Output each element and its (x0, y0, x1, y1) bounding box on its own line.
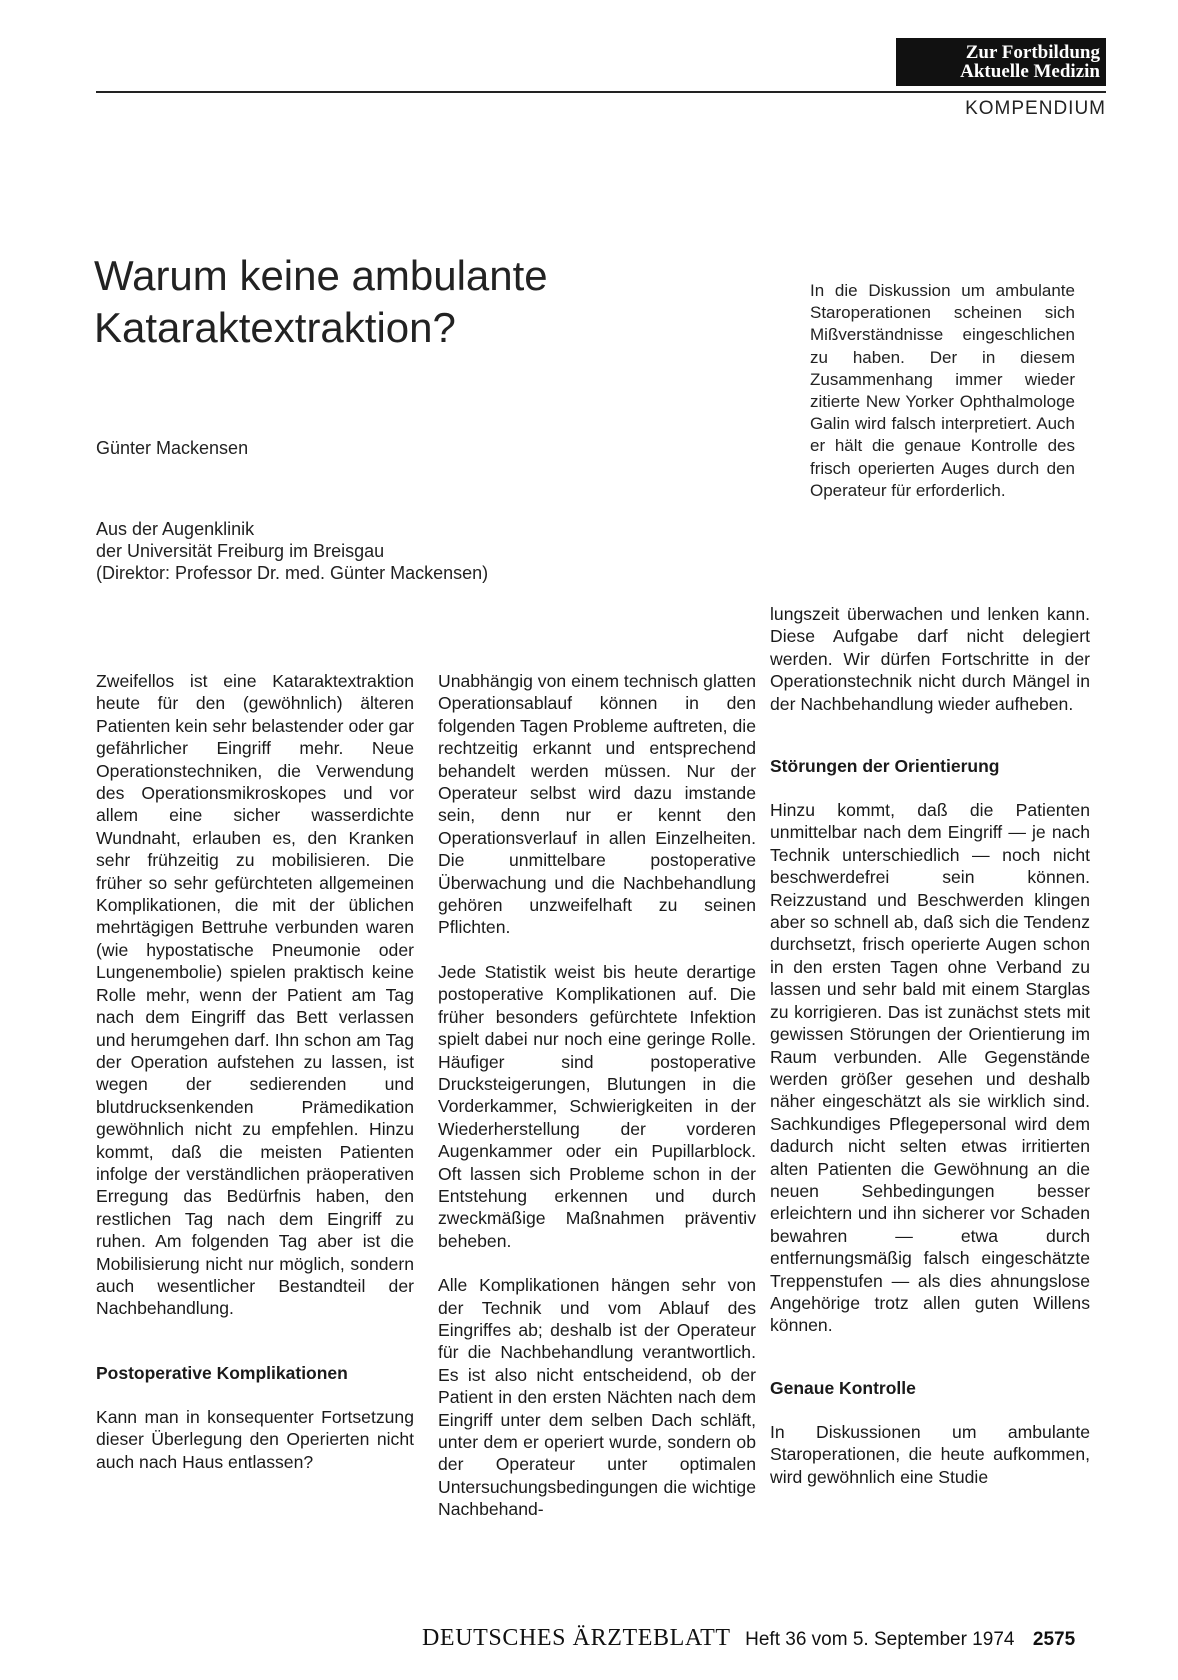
affiliation-line-1: Aus der Augenklinik (96, 519, 255, 539)
affiliation-line-2: der Universität Freiburg im Breisgau (96, 541, 385, 561)
page-number: 2575 (1032, 1629, 1076, 1650)
journal-section-badge (896, 38, 1106, 86)
paragraph: In Diskussionen um ambulante Staroperationen, die heute aufkommen, wird gewöhnlich eine Studie (770, 1421, 1090, 1487)
paragraph: Kann man in konsequenter Fortsetzung dieser Überlegung den Operierten nicht auch nach Haus entlassen? (96, 1406, 414, 1472)
article-title (94, 250, 548, 354)
paragraph: Unabhängig von einem technisch glatten Operationsablauf können in den folgenden Tagen Probleme auftreten, die rechtzeitig erkannt und entsprechend behandelt werden müssen. Nur der Operateur selbst wird dazu imstande sein, denn nur er kennt den Operationsverlauf in allen Einzelheiten. Die unmittelbare postoperative Überwachung und die Nachbehandlung gehören unzweifelhaft zu seinen Pflichten. (438, 671, 756, 938)
section-heading: Störungen der Orientierung (770, 756, 1000, 777)
paragraph: Alle Komplikationen hängen sehr von der Technik und vom Ablauf des Eingriffes ab; deshalb ist der Operateur für die Nachbehandlung verantwortlich. Es ist also nicht entscheidend, ob der Patient in den ersten Nächten nach dem Eingriff unter dem selben Dach schläft, unter dem er operiert wurde, sondern ob der Operateur unter optimalen Untersuchungsbedingungen die wichtige Nachbehand- (438, 1275, 756, 1520)
journal-name: DEUTSCHES ÄRZTEBLATT (422, 1625, 731, 1651)
section-heading: Postoperative Komplikationen (96, 1362, 348, 1383)
header-rule (96, 91, 1106, 93)
paragraph: Zweifellos ist eine Kataraktextraktion heute für den (gewöhnlich) älteren Patienten kein sehr belastender oder gar gefährlicher Eingriff mehr. Neue Operationstechniken, die Verwendung des Operationsmikroskopes und vor allem eine sicher wasserdichte Wundnaht, erlauben es, den Kranken sehr frühzeitig zu mobilisieren. Die früher so sehr gefürchteten allgemeinen Komplikationen, die mit der üblichen mehrtägigen Bettruhe verbunden waren (wie hypostatische Pneumonie oder Lungenembolie) spielen praktisch keine Rolle mehr, wenn der Patient am Tag nach dem Eingriff das Bett verlassen und herumgehen darf. Ihn schon am Tag der Operation aufstehen zu lassen, ist wegen der sedierenden und blutdrucksenkenden Prämedikation gewöhnlich nicht zu empfehlen. Hinzu kommt, daß die meisten Patienten infolge der verständlichen präoperativen Erregung das Bedürfnis haben, den restlichen Tag nach dem Eingriff zu ruhen. Am folgenden Tag aber ist die Mobilisierung nicht nur möglich, sondern auch wesentlicher Bestandteil der Nachbehandlung. (96, 671, 414, 1319)
paragraph: lungszeit überwachen und lenken kann. Diese Aufgabe darf nicht delegiert werden. Wir dürfen Fortschritte in der Operationstechnik nicht durch Mängel in der Nachbehandlung wieder aufheben. (770, 604, 1090, 714)
body-column-2 (438, 670, 756, 1521)
section-heading: Genaue Kontrolle (770, 1377, 916, 1398)
badge-line-1: Zur Fortbildung (965, 42, 1100, 63)
author-name: Günter Mackensen (96, 438, 249, 458)
section-label: KOMPENDIUM (965, 98, 1106, 119)
issue-info: Heft 36 vom 5. September 1974 (745, 1629, 1015, 1650)
title-line-2: Kataraktextraktion? (94, 304, 456, 351)
abstract (810, 280, 1075, 502)
paragraph: Hinzu kommt, daß die Patienten unmittelbar nach dem Eingriff — je nach Technik unterschiedlich — noch nicht beschwerdefrei sein können. Reizzustand und Beschwerden klingen aber so schnell ab, daß sich die Tendenz durchsetzt, frisch operierte Augen schon in den ersten Tagen ohne Verband zu lassen und sehr bald mit einem Starglas zu korrigieren. Das ist zunächst stets mit gewissen Störungen der Orientierung im Raum verbunden. Alle Gegenstände werden größer gesehen und deshalb näher eingeschätzt als sie wirklich sind. Sachkundiges Pflegepersonal wird dem dadurch nicht selten etwas irritierten alten Patienten die Gewöhnung an die neuen Sehbedingungen besser erleichtern und ihn sicherer vor Schaden bewahren — etwa durch entfernungsmäßig falsch eingeschätzte Treppenstufen — als dies ahnungslose Angehörige trotz allen guten Willens können. (770, 800, 1090, 1336)
paragraph: Jede Statistik weist bis heute derartige postoperative Komplikationen auf. Die früher besonders gefürchtete Infektion spielt dabei nur noch eine geringe Rolle. Häufiger sind postoperative Drucksteigerungen, Blutungen in die Vorderkammer, Schwierigkeiten in der Wiederherstellung der vorderen Augenkammer oder ein Pupillarblock. Oft lassen sich Probleme schon in der Entstehung erkennen und durch zweckmäßige Maßnahmen präventiv beheben. (438, 961, 756, 1251)
page-footer (422, 1625, 1075, 1652)
affiliation-line-3: (Direktor: Professor Dr. med. Günter Mackensen) (96, 563, 489, 583)
body-column-1 (96, 670, 414, 1473)
title-line-1: Warum keine ambulante (94, 252, 548, 299)
abstract-text: In die Diskussion um ambulante Staroperationen scheinen sich Mißverständnisse eingeschlichen zu haben. Der in diesem Zusammenhang immer wieder zitierte New Yorker Ophthalmologe Galin wird falsch interpretiert. Auch er hält die genaue Kontrolle des frisch operierten Auges durch den Operateur für erforderlich. (810, 281, 1075, 500)
badge-line-2: Aktuelle Medizin (960, 61, 1100, 82)
affiliation (96, 518, 488, 584)
body-column-3 (770, 603, 1090, 1488)
